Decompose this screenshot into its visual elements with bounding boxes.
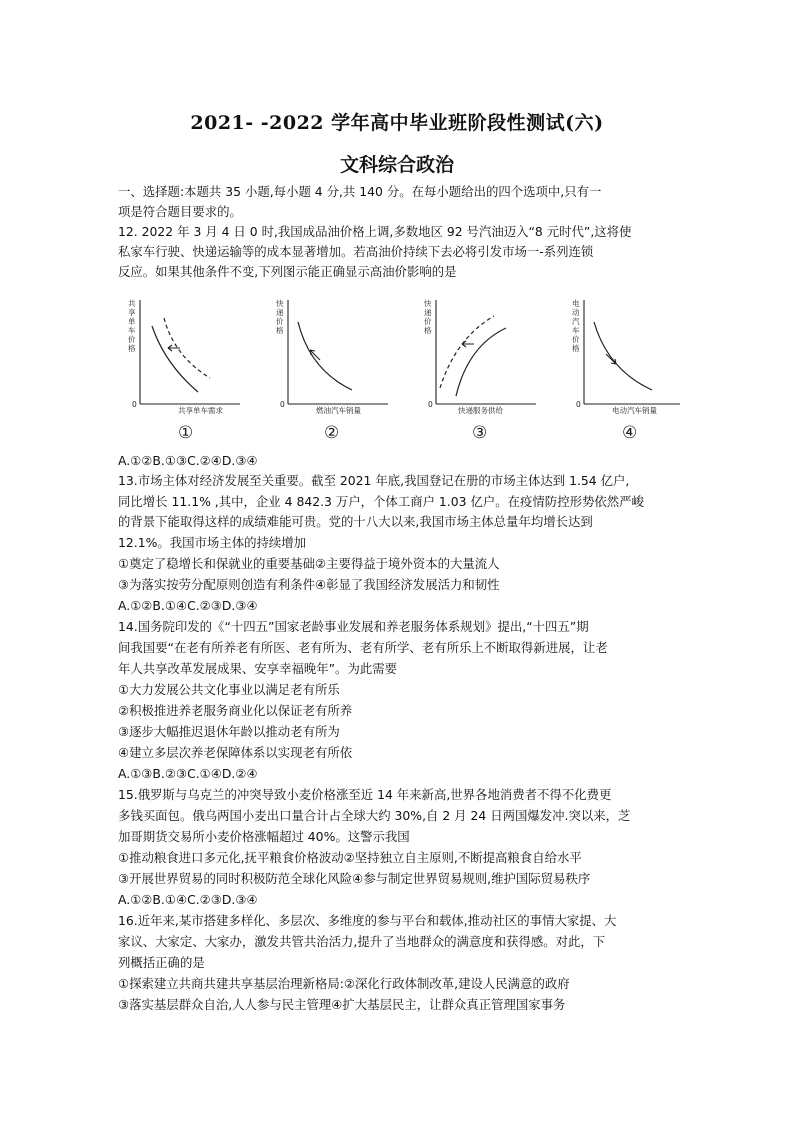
x-axis-label: 电动汽车销量	[612, 406, 657, 415]
choice-statement: ①奠定了稳增长和保就业的重要基础②主要得益于境外资本的大量流人	[118, 556, 500, 571]
section-instruction: 一、选择题:本题共 35 小题,每小题 4 分,共 140 分。在每小题给出的四个选项中,只有一	[118, 184, 602, 199]
choice-statement: ①推动粮食进口多元化,抚平粮食价格波动②坚持独立自主原则,不断提高粮食自给水平	[118, 850, 582, 865]
question-text: 家议、大家定、大家办，激发共管共治活力,提升了当地群众的满意度和获得感。对此，下	[118, 934, 606, 949]
question-text: 多钱买面包。俄乌两国小麦出口量合计占全球大约 30%,自 2 月 24 日两国爆发冲.突以来，芝	[118, 808, 631, 823]
answer-options: A.①③B.②③C.①④D.②④	[118, 766, 258, 781]
question-text: 13.市场主体对经济发展至关重要。截至 2021 年底,我国登记在册的市场主体达到 1.54 亿户,	[118, 473, 630, 488]
question-text: 列概括正确的是	[118, 955, 205, 970]
graph-number: ②	[324, 423, 340, 443]
answer-options: A.①②B.①④C.②③D.③④	[118, 892, 258, 907]
origin-label: 0	[576, 400, 581, 409]
x-axis-label: 燃油汽车销量	[316, 406, 361, 415]
graph-number: ④	[622, 423, 638, 443]
question-text: 年人共享改革发展成果、安享幸福晚年”。为此需要	[118, 661, 398, 676]
graph-2	[276, 298, 388, 443]
graph-3	[424, 298, 536, 443]
question-text: 的背景下能取得这样的成绩难能可贵。党的十八大以来,我国市场主体总量年均增长达到	[118, 514, 593, 529]
graph-number: ③	[472, 423, 488, 443]
choice-statement: ③为落实按劳分配原则创造有利条件④彰显了我国经济发展活力和韧性	[118, 577, 500, 592]
choice-statement: ③逐步大幅推迟退休年龄以推动老有所为	[118, 724, 340, 739]
exam-subtitle: 文科综合政治	[339, 154, 454, 176]
x-axis-label: 共享单车需求	[178, 406, 223, 415]
choice-statement: ①大力发展公共文化事业以满足老有所乐	[118, 682, 340, 697]
question-text: 14.国务院印发的《“十四五”国家老龄事业发展和养老服务体系规划》提出,“十四五”期	[118, 619, 589, 634]
question-text: 15.俄罗斯与乌克兰的冲突导致小麦价格涨至近 14 年来新高,世界各地消费者不得不化费更	[118, 787, 612, 802]
choice-statement: ③开展世界贸易的同时积极防范全球化风险④参与制定世界贸易规则,维护国际贸易秩序	[118, 871, 591, 886]
choice-statement: ②积极推进养老服务商业化以保证老有所养	[118, 703, 353, 718]
x-axis-label: 快递服务供给	[458, 406, 503, 415]
economic-graphs	[110, 292, 680, 452]
question-text: 12. 2022 年 3 月 4 日 0 时,我国成品油价格上调,多数地区 92 号汽油迈入“8 元时代”,这将使	[118, 224, 632, 239]
choice-statement: ①探索建立共商共建共享基层治理新格局:②深化行政体制改革,建设人民满意的政府	[118, 976, 570, 991]
y-axis-label: 快递价格	[424, 299, 432, 335]
question-text: 间我国要“在老有所养老有所医、老有所为、老有所学、老有所乐上不断取得新进展，让老	[118, 640, 608, 655]
origin-label: 0	[280, 400, 285, 409]
choice-statement: ③落实基层群众自治,人人参与民主管理④扩大基层民主，让群众真正管理国家事务	[118, 997, 566, 1012]
graph-number: ①	[178, 423, 194, 443]
question-text: 12.1%。我国市场主体的持续增加	[118, 535, 307, 550]
answer-options: A.①②B.①④C.②③D.③④	[118, 598, 258, 613]
question-text: 反应。如果其他条件不变,下列图示能正确显示高油价影响的是	[118, 264, 457, 279]
question-text: 同比增长 11.1% ,其中，企业 4 842.3 万户，个体工商户 1.03 亿户。在疫情防控形势依然严峻	[118, 494, 644, 509]
exam-title: 2021- -2022 学年高中毕业班阶段性测试(六)	[190, 112, 604, 134]
y-axis-label: 共享单车价格	[128, 299, 136, 353]
answer-options: A.①②B.①③C.②④D.③④	[118, 453, 258, 468]
question-text: 加哥期货交易所小麦价格涨幅超过 40%。这警示我国	[118, 829, 410, 844]
question-text: 私家车行驶、快递运输等的成本显著增加。若高油价持续下去必将引发市场一-系列连锁	[118, 244, 594, 259]
section-instruction: 项是符合题目要求的。	[118, 204, 242, 219]
choice-statement: ④建立多层次养老保障体系以实现老有所依	[118, 745, 353, 760]
graph-1	[128, 298, 240, 443]
question-text: 16.近年来,某市搭建多样化、多层次、多维度的参与平台和载体,推动社区的事情大家提、大	[118, 913, 617, 928]
origin-label: 0	[132, 400, 137, 409]
origin-label: 0	[428, 400, 433, 409]
y-axis-label: 快递价格	[276, 299, 284, 335]
graph-4	[572, 298, 680, 443]
y-axis-label: 电动汽车价格	[572, 299, 580, 353]
